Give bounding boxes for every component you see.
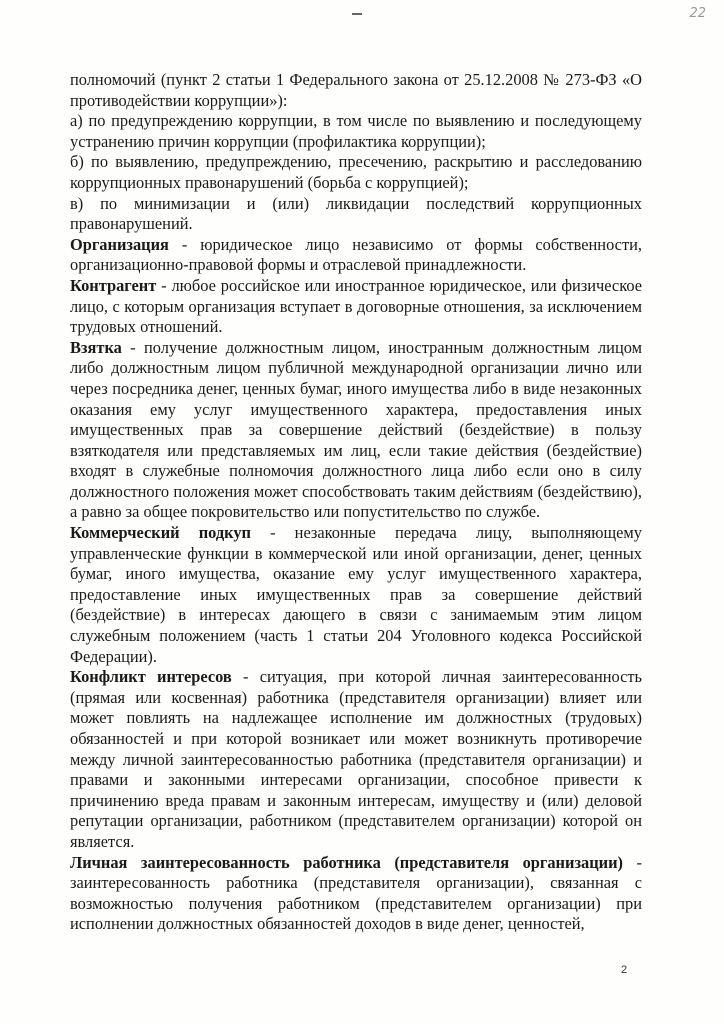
definition-konflikt [70, 667, 642, 852]
def-lichnaya: - заинтересованность работника (представителя организации), связанная с возможностью получения работником (представителем организации) при исполнении должностных обязанностей доходов в виде денег, ценностей, [70, 852, 642, 934]
item-c: в) по минимизации и (или) ликвидации последствий коррупционных правонарушений. [70, 193, 642, 234]
term-vzyatka: Взятка [70, 337, 122, 357]
term-lichnaya: Личная заинтересованность работника (представителя организации) [70, 852, 624, 872]
definition-kontragent [70, 276, 642, 338]
term-podkup: Коммерческий подкуп [70, 523, 252, 543]
definition-vzyatka [70, 338, 642, 523]
def-konflikt: - ситуация, при которой личная заинтересованность (прямая или косвенная) работника (представителя организации) влияет или может повлиять на надлежащее исполнение им должностных (трудовых) обязанностей и при которой возникает или может возникнуть противоречие между личной заинтересованностью работника (представителя организации) и правами и законными интересами организации, способное привести к причинению вреда правам и законным интересам, имуществу и (или) деловой репутации организации, работником (представителем организации) которой он является. [70, 667, 643, 851]
scan-mark [352, 13, 362, 15]
def-podkup: - незаконные передача лицу, выполняющему управленческие функции в коммерческой или иной организации, денег, ценных бумаг, иного имущества, оказание ему услуг имущественного характера, предоставление иных имущественных прав за совершение действий (бездействие) в интересах дающего в связи с занимаемым этим лицом служебным положением (часть 1 статьи 204 Уголовного кодекса Российской Федерации). [70, 523, 643, 666]
definition-organization [70, 235, 642, 276]
term-konflikt: Конфликт интересов [70, 667, 232, 687]
def-kontragent: - любое российское или иностранное юридическое, или физическое лицо, с которым организация вступает в договорные отношения, за исключением трудовых отношений. [70, 275, 642, 337]
term-kontragent: Контрагент [70, 275, 157, 295]
def-organization: - юридическое лицо независимо от формы собственности, организационно-правовой формы и отраслевой принадлежности. [70, 234, 642, 275]
def-vzyatka: - получение должностным лицом, иностранным должностным лицом либо должностным лицом публичной международной организации лично или через посредника денег, ценных бумаг, иного имущества либо в виде незаконных оказания ему услуг имущественного характера, предоставления иных имущественных прав за совершение действий (бездействие) в пользу взяткодателя или представляемых им лиц, если такие действия (бездействие) входят в служебные полномочия должностного лица либо если оно в силу должностного положения может способствовать таким действиям (бездействию), а равно за общее покровительство или попустительство по службе. [70, 337, 642, 522]
intro-paragraph: полномочий (пункт 2 статьи 1 Федерального закона от 25.12.2008 № 273-ФЗ «О противодействии коррупции»): [70, 70, 642, 110]
definition-podkup [70, 523, 642, 667]
document-body [70, 70, 642, 935]
term-organization: Организация [70, 234, 169, 254]
page-number: 2 [621, 964, 628, 976]
item-b: б) по выявлению, предупреждению, пресечению, раскрытию и расследованию коррупционных правонарушений (борьба с коррупцией); [70, 152, 642, 192]
item-a: а) по предупреждению коррупции, в том числе по выявлению и последующему устранению причин коррупции (профилактика коррупции); [70, 111, 642, 151]
handwritten-page-number: 22 [689, 6, 706, 21]
definition-lichnaya [70, 853, 642, 935]
